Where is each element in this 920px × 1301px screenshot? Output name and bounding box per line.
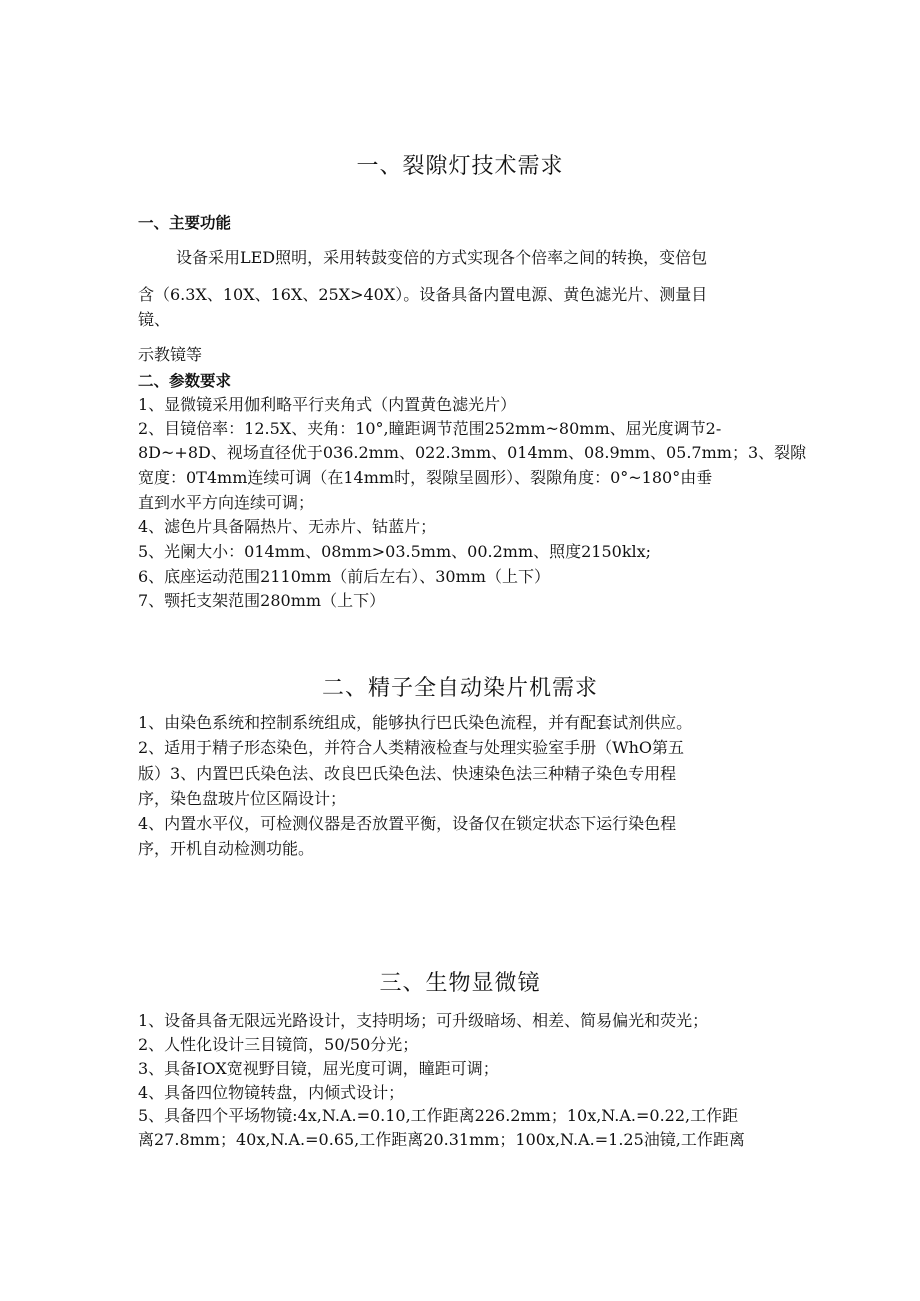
section1-item: 6、底座运动范围2110mm（前后左右）、30mm（上下） — [138, 567, 550, 586]
section2-item: 2、适用于精子形态染色，并符合人类精液检查与处理实验室手册（WhO第五 — [138, 738, 685, 757]
section2-item: 序，染色盘玻片位区隔设计； — [138, 789, 347, 808]
section1-item: 宽度：0T4mm连续可调（在14mm时，裂隙呈圆形）、裂隙角度：0°~180°由垂 — [138, 468, 713, 487]
section1-item: 2、目镜倍率：12.5X、夹角：10°,瞳距调节范围252mm~80mm、屈光度调节2- — [138, 419, 722, 438]
section1-para-line: 含（6.3X、10X、16X、25X>40X）。设备具备内置电源、黄色滤光片、测量目 — [138, 285, 708, 304]
section1-para-line: 设备采用LED照明，采用转鼓变倍的方式实现各个倍率之间的转换，变倍包 — [176, 248, 708, 267]
section1-item: 4、滤色片具备隔热片、无赤片、钴蓝片； — [138, 517, 437, 536]
section1-item: 5、光阑大小：014mm、08mm>03.5mm、00.2mm、照度2150klx; — [138, 542, 652, 561]
section3-title: 三、生物显微镜 — [379, 971, 541, 996]
section2-item: 版）3、内置巴氏染色法、改良巴氏染色法、快速染色法三种精子染色专用程 — [138, 764, 677, 783]
section3-item: 2、人性化设计三目镜筒，50/50分光； — [138, 1035, 419, 1054]
section3-item: 离27.8mm；40x,N.A.=0.65,工作距离20.31mm；100x,N.A.=1.25油镜,工作距离 — [138, 1130, 745, 1149]
section2-item: 4、内置水平仪，可检测仪器是否放置平衡，设备仅在锁定状态下运行染色程 — [138, 814, 677, 833]
section1-para-line: 示教镜等 — [138, 345, 203, 364]
section3-item: 1、设备具备无限远光路设计，支持明场；可升级暗场、相差、简易偏光和荧光； — [138, 1011, 709, 1030]
section1-title: 一、裂隙灯技术需求 — [356, 154, 564, 179]
section1-item: 8D~+8D、视场直径优于036.2mm、022.3mm、014mm、08.9mm、05.7mm；3、裂隙 — [138, 443, 807, 462]
section1-item: 直到水平方向连续可调； — [138, 493, 315, 512]
section1-item: 7、颚托支架范围280mm（上下） — [138, 591, 386, 610]
section2-title: 二、精子全自动染片机需求 — [321, 676, 598, 701]
section1-para-line: 镜、 — [138, 310, 171, 329]
section3-item: 3、具备IOX宽视野目镜，屈光度可调，瞳距可调； — [138, 1059, 499, 1078]
section2-item: 序，开机自动检测功能。 — [138, 839, 315, 858]
section1-item: 1、显微镜采用伽利略平行夹角式（内置黄色滤光片） — [138, 395, 517, 414]
section3-item: 4、具备四位物镜转盘，内倾式设计； — [138, 1083, 405, 1102]
section3-item: 5、具备四个平场物镜:4x,N.A.=0.10,工作距离226.2mm；10x,N.A.=0.22,工作距 — [138, 1106, 739, 1125]
section1-subhead-functions: 一、主要功能 — [138, 214, 232, 232]
section2-item: 1、由染色系统和控制系统组成，能够执行巴氏染色流程，并有配套试剂供应。 — [138, 713, 693, 732]
section1-subhead-params: 二、参数要求 — [138, 372, 232, 390]
